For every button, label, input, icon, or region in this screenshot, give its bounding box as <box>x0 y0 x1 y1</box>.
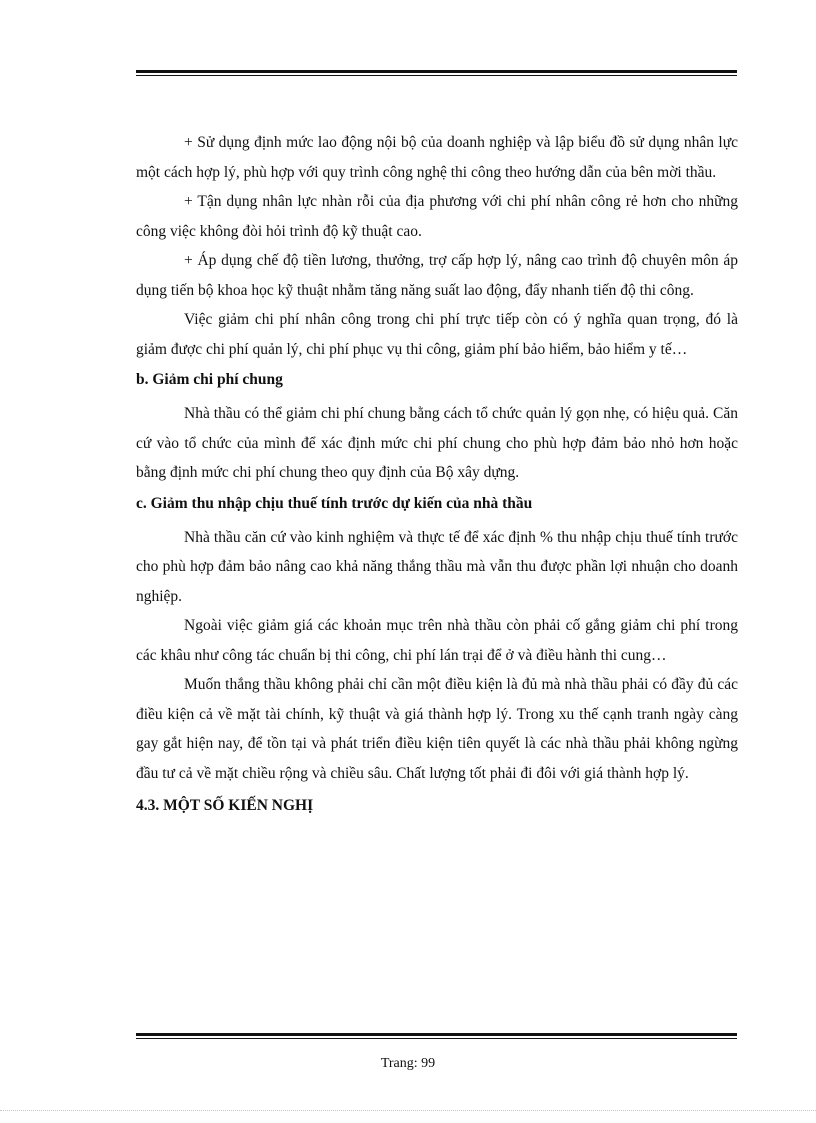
header-rule <box>136 70 737 76</box>
heading-section-4-3: 4.3. MỘT SỐ KIẾN NGHỊ <box>136 797 314 814</box>
paragraph-wage-policy: + Áp dụng chế độ tiền lương, thưởng, trợ cấp hợp lý, nâng cao trình độ chuyên môn áp dụng tiến bộ khoa học kỹ thuật nhằm tăng năng suất lao động, đẩy nhanh tiến độ thi công. <box>136 252 738 299</box>
heading-b: b. Giảm chi phí chung <box>136 371 283 388</box>
footer-rule <box>136 1033 737 1039</box>
heading-c: c. Giảm thu nhập chịu thuế tính trước dự kiến của nhà thầu <box>136 494 533 512</box>
page-number: Trang: 99 <box>380 1056 436 1071</box>
paragraph-general-cost: Nhà thầu có thể giảm chi phí chung bằng cách tổ chức quản lý gọn nhẹ, có hiệu quả. Căn cứ vào tổ chức của mình để xác định mức chi phí chung cho phù hợp đảm bảo nhỏ hơn hoặc bằng định mức chi phí chung theo quy định của Bộ xây dựng. <box>136 405 738 481</box>
paragraph-local-labor: + Tận dụng nhân lực nhàn rỗi của địa phương với chi phí nhân công rẻ hơn cho những công việc không đòi hỏi trình độ kỹ thuật cao. <box>136 193 738 240</box>
paragraph-labor-cost-meaning: Việc giảm chi phí nhân công trong chi phí trực tiếp còn có ý nghĩa quan trọng, đó là giảm được chi phí quản lý, chi phí phục vụ thi công, giảm phí bảo hiểm, bảo hiểm y tế… <box>136 311 738 358</box>
page-body <box>136 128 738 821</box>
paragraph-labor-norms: + Sử dụng định mức lao động nội bộ của doanh nghiệp và lập biểu đồ sử dụng nhân lực một cách hợp lý, phù hợp với quy trình công nghệ thi công theo hướng dẫn của bên mời thầu. <box>136 134 738 181</box>
page-edge-divider <box>0 1110 816 1111</box>
paragraph-other-costs: Ngoài việc giảm giá các khoản mục trên nhà thầu còn phải cố gắng giảm chi phí trong các khâu như công tác chuẩn bị thi công, chi phí lán trại để ở và điều hành thi cung… <box>136 617 738 664</box>
paragraph-winning-bid: Muốn thắng thầu không phải chỉ cần một điều kiện là đủ mà nhà thầu phải có đầy đủ các điều kiện cả về mặt tài chính, kỹ thuật và giá thành hợp lý. Trong xu thế cạnh tranh ngày càng gay gắt hiện nay, để tồn tại và phát triển điều kiện tiên quyết là các nhà thầu phải không ngừng đầu tư cả về mặt chiều rộng và chiều sâu. Chất lượng tốt phải đi đôi với giá thành hợp lý. <box>136 676 738 782</box>
paragraph-taxable-income: Nhà thầu căn cứ vào kinh nghiệm và thực tế để xác định % thu nhập chịu thuế tính trước cho phù hợp đảm bảo nâng cao khả năng thắng thầu mà vẫn thu được phần lợi nhuận cho doanh nghiệp. <box>136 528 738 605</box>
